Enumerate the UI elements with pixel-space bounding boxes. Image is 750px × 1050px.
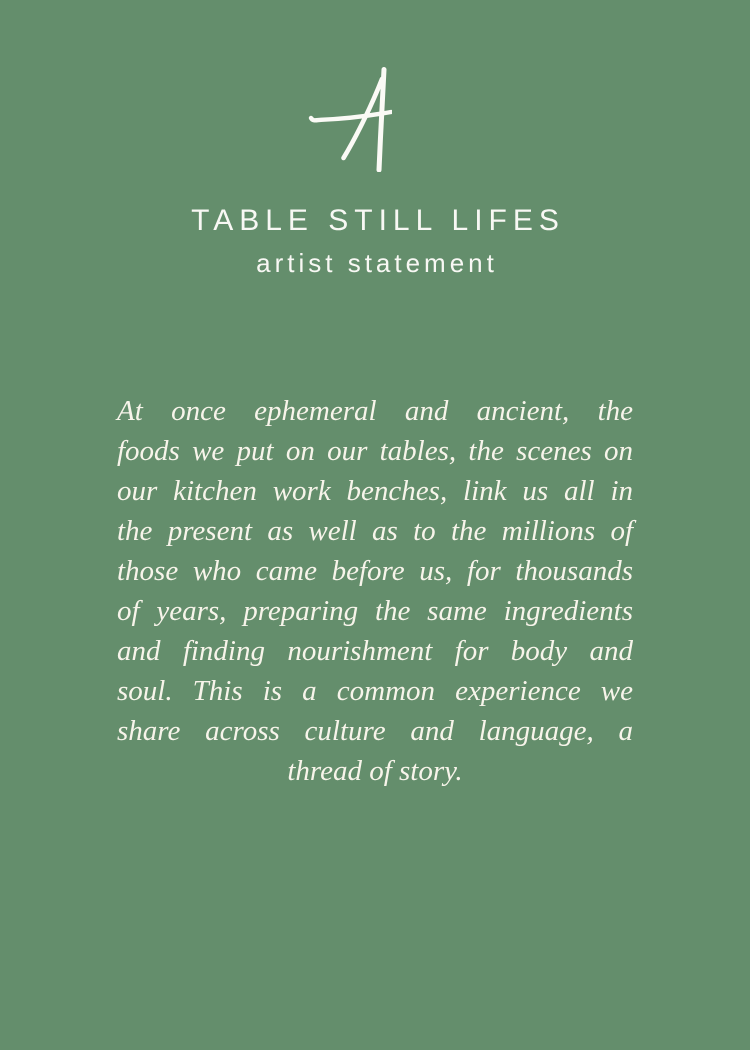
statement-line: At once ephemeral and ancient, the: [117, 395, 633, 427]
statement-line: soul. This is a common experience we: [117, 675, 633, 707]
statement-line: foods we put on our tables, the scenes on: [117, 435, 633, 467]
statement-line: our kitchen work benches, link us all in: [117, 475, 633, 507]
statement-paragraph: [117, 391, 633, 791]
statement-line: those who came before us, for thousands: [117, 555, 633, 587]
statement-line: of years, preparing the same ingredients: [117, 595, 633, 627]
statement-line: thread of story.: [287, 755, 463, 787]
statement-line: the present as well as to the millions of: [117, 515, 633, 547]
page-subtitle: artist statement: [256, 248, 498, 278]
page-title: TABLE STILL LIFES: [191, 204, 565, 237]
monogram-a-icon: [308, 66, 392, 172]
statement-line: and finding nourishment for body and: [117, 635, 633, 667]
statement-line: share across culture and language, a: [117, 715, 633, 747]
